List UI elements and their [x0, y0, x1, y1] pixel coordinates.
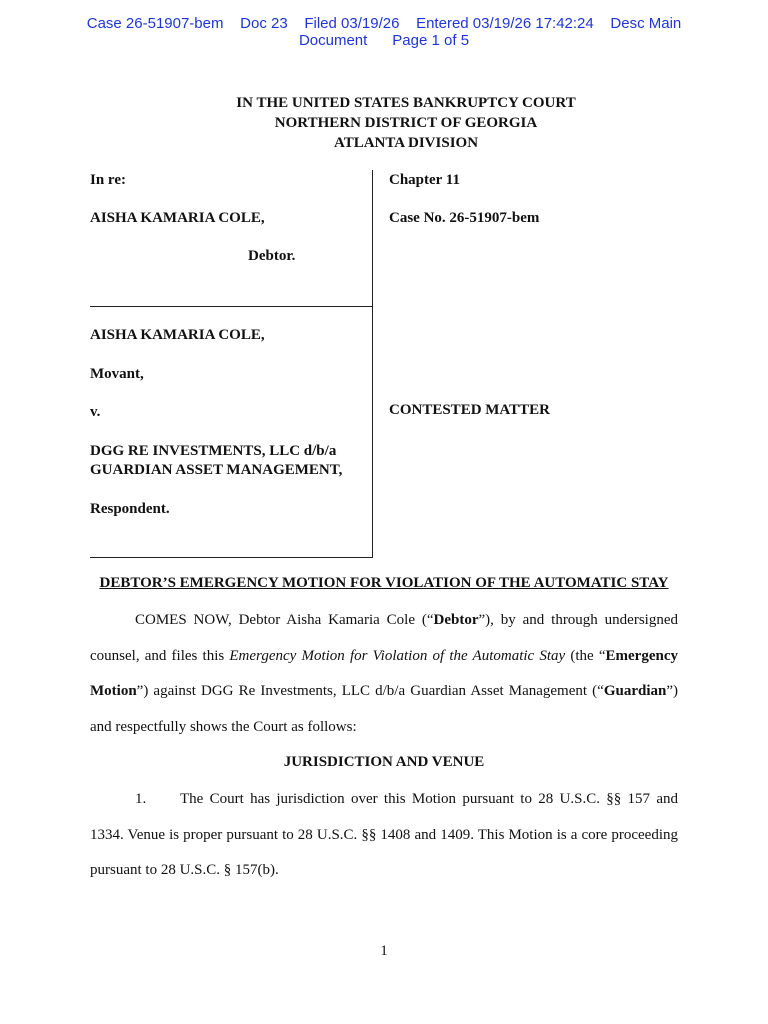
intro-text-4: ”) against DGG Re Investments, LLC d/b/a Guardian Asset Management (“	[136, 683, 604, 699]
respondent-label: Respondent.	[90, 501, 170, 517]
ecf-header-text: Case 26-51907-bem Doc 23 Filed 03/19/26 Entered 03/19/26 17:42:24 Desc Main	[86, 15, 682, 32]
debtor-label: Debtor.	[248, 248, 296, 264]
ecf-header-line-2	[0, 32, 768, 49]
respondent-name-line-1: DGG RE INVESTMENTS, LLC d/b/a	[90, 443, 337, 459]
defined-term-guardian: Guardian	[603, 683, 667, 699]
paragraph-number: 1.	[135, 791, 147, 807]
debtor-name: AISHA KAMARIA COLE,	[90, 210, 265, 226]
movant-label: Movant,	[90, 366, 144, 382]
ecf-header-page-text: Document Page 1 of 5	[298, 32, 470, 49]
movant-name: AISHA KAMARIA COLE,	[90, 327, 265, 343]
chapter-label: Chapter 11	[389, 172, 460, 188]
intro-text-5: ”) and respectfully shows the Court as follows:	[90, 683, 678, 735]
caption-bottom-rule	[90, 557, 373, 558]
motion-name-italic: Emergency Motion for Violation of the Automatic Stay	[229, 647, 566, 664]
case-number: Case No. 26-51907-bem	[389, 210, 540, 226]
ecf-header-line-1	[0, 15, 768, 32]
court-heading	[0, 93, 768, 153]
defined-term-debtor: Debtor	[433, 612, 479, 628]
motion-title: DEBTOR’S EMERGENCY MOTION FOR VIOLATION OF THE AUTOMATIC STAY	[99, 575, 669, 591]
paragraph-text: The Court has jurisdiction over this Motion pursuant to 28 U.S.C. §§ 157 and 1334. Venue is proper pursuant to 28 U.S.C. §§ 1408 and 1409. This Motion is a core proceeding pursuant to 28 U.S.C. § 157(b).	[90, 791, 678, 878]
court-district: NORTHERN DISTRICT OF GEORGIA	[274, 115, 538, 131]
section-heading-jurisdiction: JURISDICTION AND VENUE	[283, 754, 485, 770]
intro-text-1: COMES NOW, Debtor Aisha Kamaria Cole (“	[135, 612, 434, 628]
intro-text-3: (the “	[565, 647, 606, 664]
numbered-paragraph-1	[90, 782, 678, 889]
respondent-name-line-2: GUARDIAN ASSET MANAGEMENT,	[90, 462, 343, 478]
intro-paragraph	[90, 603, 678, 745]
contested-matter-label: CONTESTED MATTER	[389, 402, 551, 418]
caption-vertical-rule	[372, 170, 373, 558]
in-re-label: In re:	[90, 172, 126, 188]
intro-text-2: ”), by and through undersigned counsel, and files this	[90, 612, 678, 664]
court-division: ATLANTA DIVISION	[333, 135, 479, 151]
caption-divider	[90, 306, 373, 307]
court-name: IN THE UNITED STATES BANKRUPTCY COURT	[236, 95, 576, 111]
versus-label: v.	[90, 404, 101, 420]
defined-term-emergency-motion: Emergency Motion	[90, 647, 678, 699]
page-number: 1	[380, 943, 388, 959]
